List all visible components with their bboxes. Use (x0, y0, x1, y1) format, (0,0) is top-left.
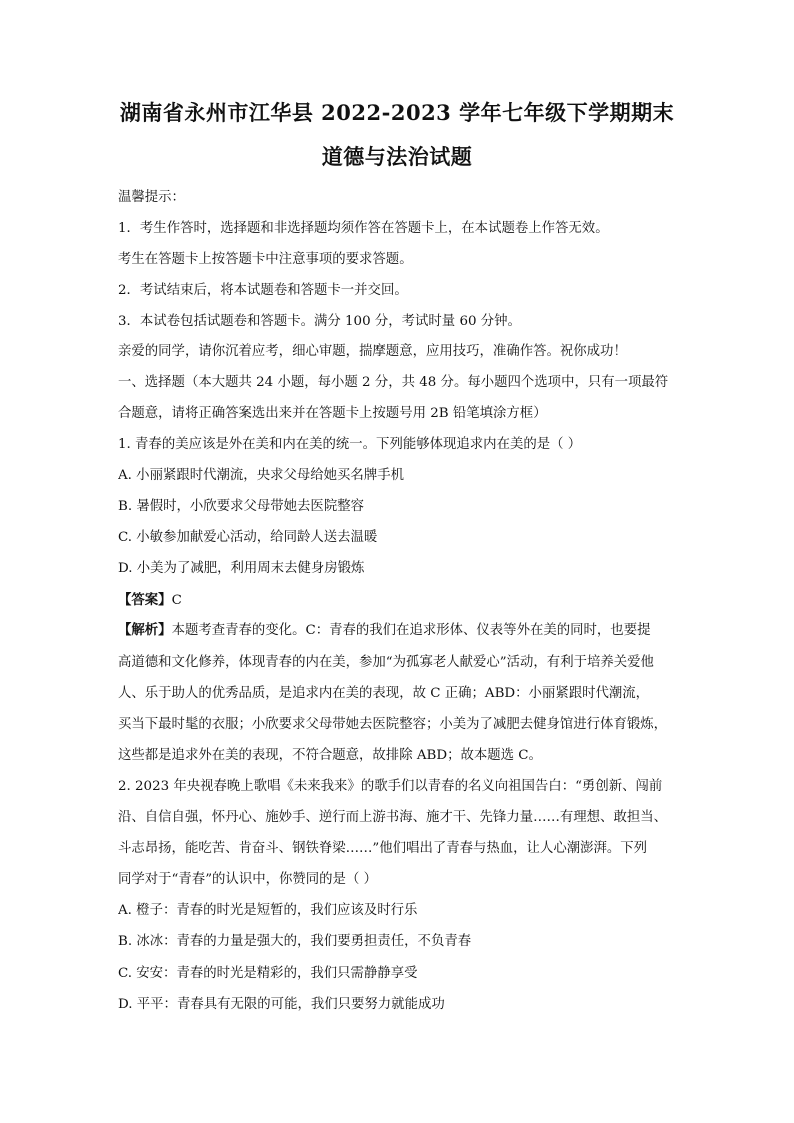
notice-item: 3．本试卷包括试题卷和答题卡。满分 100 分，考试时量 60 分钟。 (118, 313, 521, 329)
answer-value: C (171, 592, 182, 608)
notice-heading: 温馨提示： (118, 190, 185, 205)
question-2-option-b: B. 冰冰：青春的力量是强大的，我们要勇担责任，不负青春 (118, 934, 472, 950)
question-1-option-a: A. 小丽紧跟时代潮流，央求父母给她买名牌手机 (118, 468, 404, 484)
question-2-option-d: D. 平平：青春具有无限的可能，我们只要努力就能成功 (118, 996, 445, 1012)
question-1-option-c: C. 小敏参加献爱心活动，给同龄人送去温暖 (118, 529, 378, 545)
section-header: 一、选择题（本大题共 24 小题，每小题 2 分，共 48 分。每小题四个选项中，只有一项最符 (118, 375, 669, 391)
notice-item: 1．考生作答时，选择题和非选择题均须作答在答题卡上，在本试题卷上作答无效。 (118, 220, 609, 236)
exam-title: 湖南省永州市江华县 2022-2023 学年七年级下学期期末 (119, 100, 675, 125)
question-1-option-d: D. 小美为了减肥，利用周末去健身房锻炼 (118, 560, 365, 576)
analysis-text: 人、乐于助人的优秀品质，是追求内在美的表现，故 C 正确；ABD：小丽紧跟时代潮流， (118, 685, 650, 701)
question-2-stem: 沿、自信自强，怀丹心、施妙手、逆行而上游书海、施才干、先锋力量……有理想、敢担当、 (118, 810, 668, 826)
answer-tag: 【答案】 (118, 591, 172, 608)
question-2-stem: 2. 2023 年央视春晚上歌唱《未来我来》的歌手们以青春的名义向祖国告白：“勇创新、闯前 (118, 778, 663, 794)
analysis-text: 本题考查青春的变化。C：青春的我们在追求形体、仪表等外在美的同时，也要提 (171, 623, 651, 639)
notice-greeting: 亲爱的同学，请你沉着应考，细心审题，揣摩题意，应用技巧，准确作答。祝你成功！ (118, 344, 627, 360)
analysis-text: 这些都是追求外在美的表现，不符合题意，故排除 ABD；故本题选 C。 (118, 747, 542, 763)
exam-subtitle: 道德与法治试题 (321, 144, 473, 169)
question-1-answer (118, 585, 678, 616)
question-2-option-c: C. 安安：青春的时光是精彩的，我们只需静静享受 (118, 965, 418, 981)
notice-item: 2．考试结束后，将本试题卷和答题卡一并交回。 (118, 282, 408, 298)
analysis-tag: 【解析】 (118, 622, 172, 639)
document-body (118, 183, 678, 1020)
question-1-option-b: B. 暑假时，小欣要求父母带她去医院整容 (118, 498, 364, 514)
analysis-text: 买当下最时髦的衣服；小欣要求父母带她去医院整容；小美为了减肥去健身馆进行体育锻炼， (118, 716, 668, 732)
question-1-stem: 1. 青春的美应该是外在美和内在美的统一。下列能够体现追求内在美的是（ ） (118, 437, 582, 453)
analysis-text: 高道德和文化修养，体现青春的内在美，参加“为孤寡老人献爱心”活动，有利于培养关爱他 (118, 654, 654, 670)
question-2-option-a: A. 橙子：青春的时光是短暂的，我们应该及时行乐 (118, 903, 418, 919)
question-2-stem: 斗志昂扬，能吃苦、肯奋斗、钢铁脊梁……”他们唱出了青春与热血，让人心潮澎湃。下列 (118, 841, 648, 857)
notice-item: 考生在答题卡上按答题卡中注意事项的要求答题。 (118, 251, 413, 267)
section-header: 合题意，请将正确答案选出来并在答题卡上按题号用 2B 铅笔填涂方框） (118, 406, 547, 422)
question-1-analysis (118, 615, 678, 646)
question-2-stem: 同学对于“青春”的认识中，你赞同的是（ ） (118, 872, 377, 888)
